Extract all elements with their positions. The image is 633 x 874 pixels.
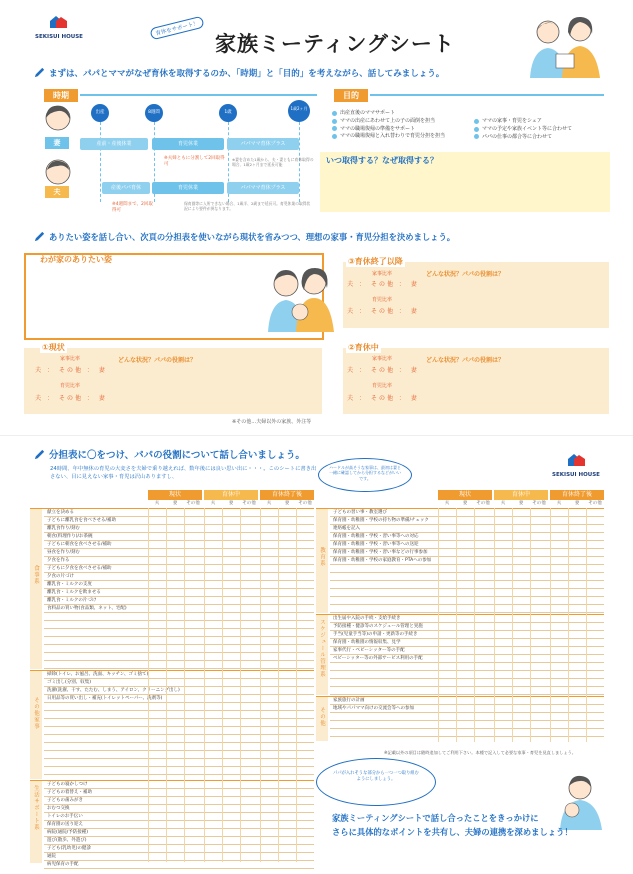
sub-other: その他	[476, 501, 490, 506]
row-label: 遊び(散歩、外遊び)	[47, 838, 87, 843]
table-row[interactable]	[330, 565, 604, 573]
table-row[interactable]	[330, 533, 604, 541]
grid-line	[184, 508, 185, 862]
row-list	[44, 781, 314, 869]
row-label: 連絡帳を記入	[333, 526, 360, 531]
during-title: ②育休中	[348, 343, 379, 352]
grid-line	[166, 508, 167, 862]
row-label: 献立を決める	[47, 510, 74, 515]
current-childcare-choice[interactable]: 夫 ： その他 ： 妻	[35, 395, 107, 402]
table-row[interactable]	[44, 661, 314, 669]
during-housework-choice[interactable]: 夫 ： その他 ： 妻	[347, 367, 419, 374]
grid-line	[296, 508, 297, 862]
category-label: 教育系	[319, 547, 325, 567]
table-row[interactable]	[44, 829, 314, 837]
sub-husband: 夫	[154, 501, 160, 506]
share-line	[33, 230, 455, 243]
table-row[interactable]	[330, 687, 604, 695]
table-row[interactable]	[44, 759, 314, 767]
husband-label: 夫	[45, 186, 69, 198]
category-label: 生活サポート系	[33, 785, 39, 831]
right-table	[316, 490, 604, 742]
row-list	[330, 509, 604, 613]
table-row[interactable]	[330, 517, 604, 525]
row-label: 病児保育の手配	[47, 862, 79, 867]
row-label: 子どもに夕食を食べさせる/補助	[47, 566, 112, 571]
table-row[interactable]	[44, 605, 314, 613]
row-list	[330, 615, 604, 695]
table-row[interactable]	[44, 621, 314, 629]
col-after: 育休終了後	[260, 490, 314, 500]
row-label: 食料品の買い物(食品類、ネット、宅配)	[47, 606, 127, 611]
timing-label: 時期	[44, 89, 78, 102]
grid-line	[438, 508, 439, 742]
table-row[interactable]	[44, 781, 314, 789]
milestone-8weeks: 8週間	[145, 104, 163, 122]
table-row[interactable]	[44, 637, 314, 645]
row-label: ゴミ出し(分別、収集)	[47, 680, 92, 685]
after-childcare-choice[interactable]: 夫 ： その他 ： 妻	[347, 308, 419, 315]
current-childcare-label: 育児比率	[59, 383, 80, 389]
house-logo-icon	[548, 452, 604, 468]
during-housework-label: 家事比率	[371, 356, 392, 362]
table-row[interactable]	[44, 711, 314, 719]
row-label: 予防接種・健診等のスケジュール管理と実施	[333, 624, 423, 629]
ideal-label: わが家のありたい姿	[40, 255, 112, 264]
table-row[interactable]	[44, 703, 314, 711]
couple-illustration-icon	[518, 12, 613, 78]
table-row[interactable]	[330, 573, 604, 581]
category-education	[316, 508, 604, 612]
row-label: 出生届や入院の手続・支給手続き	[333, 616, 401, 621]
tip-bubble-2-text: パパが入れそうな部分から一つ一つ取り組むようにしましょう。	[333, 771, 419, 783]
grid-line	[148, 508, 149, 862]
table-row[interactable]	[330, 647, 604, 655]
sub-wife: 妻	[462, 501, 468, 506]
grid-line	[550, 508, 551, 742]
purpose-item: パパの仕事の都合等に合わせて	[474, 134, 614, 141]
tip-bubble	[318, 458, 412, 492]
row-label: おむつ交換	[47, 806, 70, 811]
category-other	[316, 696, 604, 740]
husband-bar-plus: パパママ育休プラス	[227, 182, 299, 194]
grid-line	[222, 508, 223, 862]
table-row[interactable]	[44, 525, 314, 533]
col-after: 育休終了後	[550, 490, 604, 500]
row-label: 地域やパパママ向けの交流会等への参加	[333, 706, 414, 711]
table-row[interactable]	[44, 789, 314, 797]
grid-line	[512, 508, 513, 742]
table-row[interactable]	[44, 517, 314, 525]
table-row[interactable]	[44, 613, 314, 621]
sub-wife: 妻	[172, 501, 178, 506]
grid-line	[240, 508, 241, 862]
table-row[interactable]	[330, 541, 604, 549]
table-row[interactable]	[330, 549, 604, 557]
sub-wife: 妻	[284, 501, 290, 506]
row-label: 子どもの着替え・補助	[47, 790, 92, 795]
row-label: 掃除(トイレ、お風呂、洗面、キッチン、ゴミ捨て)	[47, 672, 149, 677]
husband-bar-paternity: 産後パパ育休	[102, 182, 150, 194]
title-tagline: 育休をサポート！	[149, 16, 204, 41]
grid-line	[278, 508, 279, 862]
after-housework-choice[interactable]: 夫 ： その他 ： 妻	[347, 281, 419, 288]
after-childcare-label: 育児比率	[371, 297, 392, 303]
table-footnote: ※記載以外の項目は随時追加してご利用下さい。本種で記入して必要な家事・育児を見直しましょう。	[384, 750, 576, 755]
family-illustration-icon	[264, 262, 336, 332]
sub-husband: 夫	[556, 501, 562, 506]
table-heading: 分担表に〇をつけ、パパの役割について話し合いましょう。	[49, 450, 305, 461]
wife-bar-maternity: 産前・産後休業	[80, 138, 148, 150]
table-row[interactable]	[330, 655, 604, 663]
brand-name: SEKISUI HOUSE	[35, 34, 83, 40]
tip-bubble-text: ハードルが高そうな家事は、最初は妻と一緒に確認してから分担するなどがいいです。	[329, 465, 401, 481]
left-table	[30, 490, 314, 867]
row-label: 子どもの寝かしつけ	[47, 782, 88, 787]
after-question: どんな状況？パパの役割は？	[426, 271, 505, 278]
category-meal	[30, 508, 314, 668]
sub-wife: 妻	[228, 501, 234, 506]
purpose-item: ママの出産にあわせて上の子の面倒を担当	[332, 118, 482, 125]
row-label: ベビーシッター等の外部サービス利用の手配	[333, 656, 423, 661]
table-row[interactable]	[44, 653, 314, 661]
row-list	[330, 697, 604, 737]
category-label: その他家事	[33, 697, 39, 730]
category-label: スケジュール管理系	[319, 619, 325, 678]
sub-wife: 妻	[574, 501, 580, 506]
row-label: 日用品等の買い出し・補充(トイレットペーパー、洗剤等)	[47, 696, 163, 701]
row-label: 保育園・幼稚園・学校の持ち物の準備/チェック	[333, 518, 429, 523]
house-logo-icon	[34, 14, 84, 30]
row-list	[44, 671, 314, 775]
sub-wife: 妻	[518, 501, 524, 506]
sub-other: その他	[298, 501, 312, 506]
note-split: ※夫婦ともに分割して2回取得可	[164, 156, 225, 167]
purpose-list-right	[474, 118, 614, 140]
brand-name-2: SEKISUI HOUSE	[552, 472, 600, 478]
note-4weeks: ※4週間まで、2回取得可	[112, 202, 153, 213]
table-row[interactable]	[44, 813, 314, 821]
row-label: 子どもの歯みがき	[47, 798, 83, 803]
table-row[interactable]	[44, 549, 314, 557]
wife-label: 妻	[45, 137, 69, 149]
row-label: 保育園・幼稚園・学校・習い事等への対応	[333, 534, 419, 539]
row-label: 保育園・幼稚園・学校の家庭教育・PTAへの参加	[333, 558, 432, 563]
grid-line	[456, 508, 457, 742]
row-label: 夕食の片づけ	[47, 574, 74, 579]
divider	[100, 122, 101, 202]
table-row[interactable]	[44, 805, 314, 813]
row-label: 離乳食・ミルクの片づけ	[47, 598, 97, 603]
table-row[interactable]	[44, 727, 314, 735]
table-row[interactable]	[330, 713, 604, 721]
current-question: どんな状況？パパの役割は？	[118, 357, 197, 364]
table-row[interactable]	[330, 581, 604, 589]
table-row[interactable]	[330, 631, 604, 639]
grid-line	[586, 508, 587, 742]
table-row[interactable]	[44, 797, 314, 805]
table-row[interactable]	[44, 597, 314, 605]
sub-husband: 夫	[210, 501, 216, 506]
pencil-icon	[33, 66, 46, 79]
table-row[interactable]	[44, 533, 314, 541]
husband-avatar-icon	[44, 158, 72, 186]
table-row[interactable]	[44, 821, 314, 829]
category-bar	[30, 509, 42, 669]
tip-bubble-2	[316, 758, 436, 806]
table-row[interactable]	[44, 557, 314, 565]
grid-line	[568, 508, 569, 742]
during-childcare-choice[interactable]: 夫 ： その他 ： 妻	[347, 395, 419, 402]
table-row[interactable]	[44, 629, 314, 637]
current-housework-label: 家事比率	[59, 356, 80, 362]
after-housework-label: 家事比率	[371, 271, 392, 277]
purpose-label: 目的	[334, 89, 368, 102]
wife-bar-childcare: 育児休業	[152, 138, 224, 150]
grid-line	[494, 508, 495, 742]
current-title: ①現状	[42, 343, 65, 352]
closing-text-1: 家族ミーティングシートで話し合ったことをきっかけに	[332, 813, 539, 823]
table-row[interactable]	[44, 751, 314, 759]
table-row[interactable]	[44, 735, 314, 743]
purpose-item: 出産直後のママサポート	[332, 110, 482, 117]
table-row[interactable]	[44, 671, 314, 679]
table-row[interactable]	[330, 663, 604, 671]
row-list	[44, 509, 314, 669]
intro-line	[33, 66, 444, 79]
row-label: 家族旅行の計画	[333, 698, 365, 703]
table-row[interactable]	[330, 729, 604, 737]
page-divider	[0, 435, 633, 436]
table-row[interactable]	[44, 853, 314, 861]
table-row[interactable]	[44, 565, 314, 573]
table-row[interactable]	[330, 697, 604, 705]
wife-avatar-icon	[44, 104, 72, 134]
pencil-icon	[33, 230, 46, 243]
pencil-icon	[33, 448, 46, 461]
closing-text-2: さらに具体的なポイントを共有し、夫婦の連携を深めましょう！	[332, 827, 573, 837]
grid-line	[204, 508, 205, 862]
milestone-birth: 出産	[91, 104, 109, 122]
table-row[interactable]	[44, 695, 314, 703]
table-row[interactable]	[330, 615, 604, 623]
col-during: 育休中	[204, 490, 258, 500]
row-label: 子ども(乳幼児)の健診	[47, 846, 92, 851]
table-row[interactable]	[44, 767, 314, 775]
table-row[interactable]	[330, 705, 604, 713]
table-intro: 24時間、年中無休の育児の大変さを夫婦で乗り越えれば、数年後には良い思い出に・・・。このシートに書き出さない、目に見えない家事・育児は沢山ありますし、	[50, 466, 317, 480]
table-row[interactable]	[330, 597, 604, 605]
table-row[interactable]	[44, 645, 314, 653]
note-plus: ※妻を含めた1歳から、夫・妻ともに育休取得の場合、1歳2ヶ月まで延長可能	[232, 157, 314, 167]
during-question: どんな状況？パパの役割は？	[426, 357, 505, 364]
purpose-item: ママの家事・育児をシェア	[474, 118, 614, 125]
row-label: 洗濯(洗濯、干す、たたむ、しまう、アイロン、クリーニング出し)	[47, 688, 180, 693]
table-row[interactable]	[44, 573, 314, 581]
sub-other: その他	[242, 501, 256, 506]
purpose-item: ママの予定や家族イベント等に合わせて	[474, 126, 614, 133]
sub-other: その他	[186, 501, 200, 506]
row-label: 保育園・幼稚園・学校・習い事などの行事参加	[333, 550, 428, 555]
category-schedule	[316, 614, 604, 694]
during-childcare-label: 育児比率	[371, 383, 392, 389]
brand-logo	[34, 14, 84, 42]
row-label: 保育園・幼稚園・学校・習い事等への送迎	[333, 542, 419, 547]
grid-line	[474, 508, 475, 742]
table-row[interactable]	[330, 721, 604, 729]
table-row[interactable]	[330, 639, 604, 647]
category-label: 食事系	[33, 565, 39, 585]
wife-bar-plus: パパママ育休プラス	[227, 138, 299, 150]
purpose-line	[370, 94, 604, 96]
milestone-1year2months: 1歳2ヶ月	[288, 100, 310, 122]
current-housework-choice[interactable]: 夫 ： その他 ： 妻	[35, 367, 107, 374]
table-row[interactable]	[44, 837, 314, 845]
note-bottom: 保育園等に入所できない場合、1歳半、2歳まで延長可。育児休業の取得状況により要件が異なります。	[184, 201, 311, 211]
category-other-chores	[30, 670, 314, 778]
table-row[interactable]	[330, 509, 604, 517]
table-row[interactable]	[330, 525, 604, 533]
timing-line	[80, 94, 317, 96]
ideal-footnote: ※その他…夫婦以外の家族、外注等	[232, 419, 312, 425]
row-label: 通院	[47, 854, 56, 859]
sub-other: その他	[532, 501, 546, 506]
table-row[interactable]	[44, 541, 314, 549]
table-row[interactable]	[44, 679, 314, 687]
table-row[interactable]	[330, 671, 604, 679]
husband-bar-childcare: 育児休業	[152, 182, 224, 194]
purpose-item: ママの職場復帰の準備をサポート	[332, 126, 482, 133]
page-title: 家族ミーティングシート	[215, 32, 455, 56]
row-label: 離乳食作り/刻む	[47, 526, 81, 531]
table-heading-row	[33, 447, 305, 461]
sub-other: その他	[588, 501, 602, 506]
table-row[interactable]	[330, 557, 604, 565]
table-row[interactable]	[44, 719, 314, 727]
row-label: 保育園・幼稚園の情報収集、見学	[333, 640, 401, 645]
table-row[interactable]	[44, 581, 314, 589]
row-label: 子どもの習い事・教室選び	[333, 510, 387, 515]
row-label: 家事代行・ベビーシッター等の手配	[333, 648, 405, 653]
row-label: トイレのお手伝い	[47, 814, 83, 819]
share-text: ありたい姿を話し合い、次頁の分担表を使いながら現状を省みつつ、理想の家事・育児分担を決めましょう。	[49, 231, 456, 242]
col-current: 現状	[148, 490, 202, 500]
table-row[interactable]	[44, 845, 314, 853]
row-label: 手当(児童手当等)の申請・更新等の手続き	[333, 632, 418, 637]
row-label: 離乳食・ミルクの支度	[47, 582, 92, 587]
category-label: その他	[319, 707, 325, 727]
sub-husband: 夫	[444, 501, 450, 506]
purpose-item: ママの職場復帰と入れ替わりで育児分担を担当	[332, 133, 482, 140]
purpose-answer-box[interactable]	[320, 152, 610, 212]
row-label: 昼食を作り/刻む	[47, 550, 81, 555]
row-label: 病院(通院/予防接種)	[47, 830, 89, 835]
intro-text: まずは、パパとママがなぜ育休を取得するのか、「時期」と「目的」を考えながら、話してみましょう。	[49, 68, 445, 79]
table-row[interactable]	[44, 589, 314, 597]
after-title: ③育休終了以降	[348, 257, 403, 266]
table-row[interactable]	[44, 743, 314, 751]
table-row[interactable]	[330, 605, 604, 613]
table-row[interactable]	[44, 687, 314, 695]
table-row[interactable]	[44, 861, 314, 869]
father-baby-illustration-icon	[550, 770, 610, 830]
row-label: 保育園の送り迎え	[47, 822, 83, 827]
row-label: 夕食を作る	[47, 558, 70, 563]
table-row[interactable]	[330, 589, 604, 597]
milestone-1year: 1歳	[219, 104, 237, 122]
category-life-support	[30, 780, 314, 867]
col-current: 現状	[438, 490, 492, 500]
sub-husband: 夫	[500, 501, 506, 506]
table-row[interactable]	[330, 679, 604, 687]
table-row[interactable]	[44, 509, 314, 517]
sub-husband: 夫	[266, 501, 272, 506]
grid-line	[530, 508, 531, 742]
purpose-list-left	[332, 110, 482, 140]
row-label: 朝食(料理作り)/お茶碗	[47, 534, 93, 539]
purpose-question: いつ取得する？なぜ取得する？	[326, 156, 438, 165]
grid-line	[260, 508, 261, 862]
brand-logo-2	[548, 452, 604, 478]
table-row[interactable]	[330, 623, 604, 631]
row-label: 子どもに離乳食を食べさせる/補助	[47, 518, 117, 523]
row-label: 子どもに朝食を食べさせる/補助	[47, 542, 112, 547]
col-during: 育休中	[494, 490, 548, 500]
row-label: 離乳食・ミルクを飲ませる	[47, 590, 101, 595]
